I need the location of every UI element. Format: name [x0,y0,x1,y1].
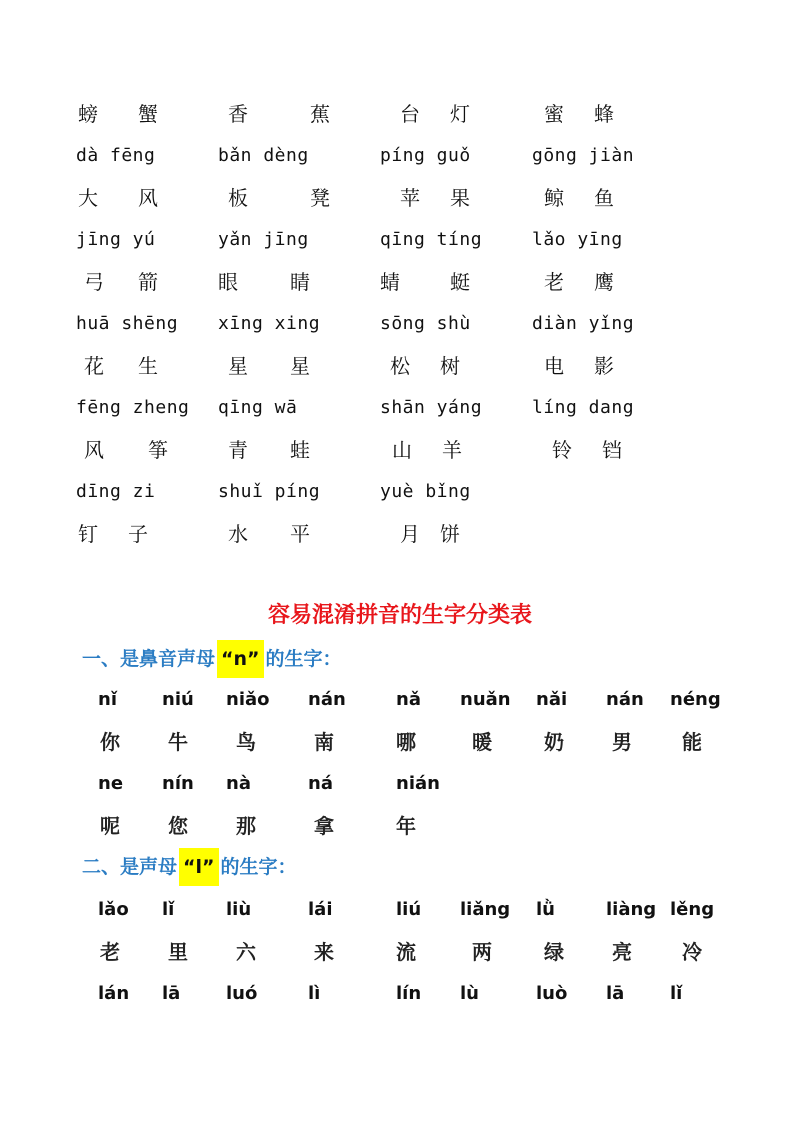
hanzi-character: 螃 [78,102,98,126]
hanzi-character: 六 [236,940,256,964]
pinyin-text: yǎn jīng [218,229,309,250]
hanzi-character: 您 [168,814,188,838]
pinyin-text: bǎn dèng [218,145,309,166]
hanzi-character: 亮 [612,940,632,964]
pinyin-text: gōng jiàn [532,145,635,166]
pinyin-text: liù [226,899,252,920]
hanzi-character: 你 [100,730,120,754]
hanzi-character: 风 [84,438,104,462]
hanzi-character: 老 [100,940,120,964]
hanzi-character: 能 [682,730,702,754]
hanzi-character: 水 [228,522,248,546]
hanzi-character: 奶 [544,730,564,754]
section-l-suffix: 的生字： [220,856,297,878]
hanzi-character: 灯 [450,102,470,126]
hanzi-character: 星 [290,354,310,378]
vocab-row [0,262,800,302]
hanzi-character: 南 [314,730,334,754]
hanzi-character: 冷 [682,940,702,964]
pinyin-text: nián [396,773,440,794]
n-table-row [0,680,800,720]
hanzi-character: 钉 [78,522,98,546]
hanzi-character: 哪 [396,730,416,754]
pinyin-text: lǐ [162,899,175,920]
pinyin-text: líng dang [532,397,635,418]
hanzi-character: 蜓 [450,270,470,294]
section-n-heading [82,640,342,678]
section-n-suffix: 的生字： [265,648,342,670]
l-table-row [0,890,800,930]
hanzi-character: 鱼 [594,186,614,210]
n-table-row [0,764,800,804]
hanzi-character: 板 [228,186,248,210]
hanzi-character: 睛 [290,270,310,294]
hanzi-character: 鹰 [594,270,614,294]
section-l-heading [82,848,297,886]
pinyin-text: nán [308,689,346,710]
hanzi-character: 老 [544,270,564,294]
section-n-letter: “n” [217,640,264,678]
pinyin-text: shuǐ píng [218,481,321,502]
pinyin-text: liú [396,899,422,920]
vocab-row [0,220,800,260]
pinyin-text: nà [226,773,251,794]
hanzi-character: 山 [392,438,412,462]
pinyin-text: lǐ [670,983,683,1004]
hanzi-character: 筝 [148,438,168,462]
vocab-row [0,94,800,134]
hanzi-character: 呢 [100,814,120,838]
hanzi-character: 两 [472,940,492,964]
pinyin-text: diàn yǐng [532,313,635,334]
vocab-row [0,304,800,344]
hanzi-character: 树 [440,354,460,378]
hanzi-character: 蜂 [594,102,614,126]
hanzi-character: 风 [138,186,158,210]
pinyin-text: lù [460,983,479,1004]
pinyin-text: dīng zi [76,481,156,502]
vocab-row [0,178,800,218]
vocab-row [0,430,800,470]
vocab-row [0,472,800,512]
pinyin-text: lā [606,983,625,1004]
hanzi-character: 牛 [168,730,188,754]
vocab-row [0,346,800,386]
pinyin-text: nuǎn [460,689,511,710]
hanzi-character: 饼 [440,522,460,546]
hanzi-character: 蛙 [290,438,310,462]
pinyin-text: lǎo yīng [532,229,623,250]
section-l-letter: “l” [179,848,219,886]
hanzi-character: 羊 [442,438,462,462]
pinyin-text: píng guǒ [380,145,471,166]
hanzi-character: 影 [594,354,614,378]
hanzi-character: 铃 [552,438,572,462]
pinyin-text: lǎo [98,899,129,920]
n-table-row [0,722,800,762]
pinyin-text: lái [308,899,333,920]
hanzi-character: 箭 [138,270,158,294]
hanzi-character: 电 [544,354,564,378]
pinyin-text: luó [226,983,258,1004]
pinyin-text: néng [670,689,721,710]
hanzi-character: 香 [228,102,248,126]
hanzi-character: 蜻 [380,270,400,294]
hanzi-character: 苹 [400,186,420,210]
hanzi-character: 生 [138,354,158,378]
pinyin-text: sōng shù [380,313,471,334]
pinyin-text: niǎo [226,689,270,710]
hanzi-character: 星 [228,354,248,378]
hanzi-character: 里 [168,940,188,964]
pinyin-text: nán [606,689,644,710]
hanzi-character: 那 [236,814,256,838]
pinyin-text: lín [396,983,422,1004]
hanzi-character: 大 [78,186,98,210]
hanzi-character: 蕉 [310,102,330,126]
pinyin-text: fēng zheng [76,397,190,418]
pinyin-text: nǎ [396,689,421,710]
section-n-prefix: 一、是鼻音声母 [82,648,216,670]
pinyin-text: lěng [670,899,715,920]
hanzi-character: 蜜 [544,102,564,126]
hanzi-character: 松 [390,354,410,378]
hanzi-character: 来 [314,940,334,964]
hanzi-character: 铛 [602,438,622,462]
hanzi-character: 凳 [310,186,330,210]
hanzi-character: 鸟 [236,730,256,754]
pinyin-text: ne [98,773,124,794]
pinyin-text: nǎi [536,689,568,710]
hanzi-character: 年 [396,814,416,838]
table-title: 容易混淆拼音的生字分类表 [267,603,532,628]
vocab-row [0,388,800,428]
pinyin-text: yuè bǐng [380,481,471,502]
pinyin-text: lā [162,983,181,1004]
l-table-row [0,974,800,1014]
hanzi-character: 弓 [84,270,104,294]
pinyin-text: jīng yú [76,229,156,250]
pinyin-text: shān yáng [380,397,483,418]
pinyin-text: xīng xing [218,313,321,334]
l-table-row [0,932,800,972]
section-l-prefix: 二、是声母 [82,856,178,878]
hanzi-character: 拿 [314,814,334,838]
hanzi-character: 青 [228,438,248,462]
hanzi-character: 子 [128,522,148,546]
hanzi-character: 月 [400,522,420,546]
pinyin-text: liàng [606,899,657,920]
hanzi-character: 鲸 [544,186,564,210]
pinyin-text: liǎng [460,899,511,920]
hanzi-character: 眼 [218,270,238,294]
hanzi-character: 蟹 [138,102,158,126]
hanzi-character: 果 [450,186,470,210]
pinyin-text: ná [308,773,333,794]
pinyin-text: dà fēng [76,145,156,166]
pinyin-text: nǐ [98,689,117,710]
hanzi-character: 暖 [472,730,492,754]
pinyin-text: niú [162,689,194,710]
pinyin-text: qīng tíng [380,229,483,250]
pinyin-text: lǜ [536,899,555,920]
hanzi-character: 男 [612,730,632,754]
hanzi-character: 平 [290,522,310,546]
pinyin-text: lán [98,983,130,1004]
pinyin-text: nín [162,773,194,794]
vocab-row [0,136,800,176]
pinyin-text: lì [308,983,321,1004]
hanzi-character: 流 [396,940,416,964]
pinyin-text: luò [536,983,568,1004]
hanzi-character: 绿 [544,940,564,964]
pinyin-text: qīng wā [218,397,298,418]
vocab-row [0,514,800,554]
hanzi-character: 花 [84,354,104,378]
pinyin-text: huā shēng [76,313,179,334]
n-table-row [0,806,800,846]
hanzi-character: 台 [400,102,420,126]
